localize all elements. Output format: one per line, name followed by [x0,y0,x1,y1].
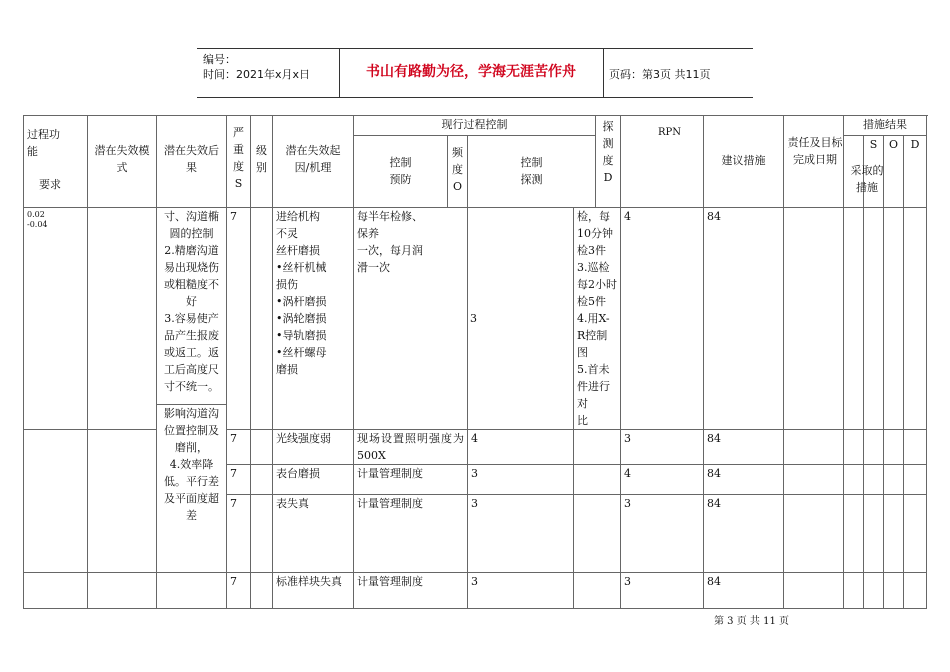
text-line: 滑一次 [357,261,390,274]
class-cell [251,495,273,573]
class-cell [251,208,273,430]
severity-cell: 7 [227,208,251,430]
text-line: 4.效率降 [169,458,214,471]
text-line: 工后高度尺 [164,363,219,376]
text-line: 易出现烧伤 [164,261,219,274]
header-failure-mode [88,116,157,208]
detection-cell: 3 [621,573,704,609]
header-action-results: 措施结果 [844,116,927,136]
cause-cell: 表台磨损 [273,465,354,495]
header-cause [273,116,354,208]
document-number-label: 编号： [203,53,236,66]
text-line: 寸、沟道椭 [164,210,219,223]
header-failure-effect [157,116,227,208]
o-cell [904,430,927,465]
text-line: 磨损 [276,363,298,376]
class-cell [251,465,273,495]
prevention-cell: 计量管理制度 [354,573,468,609]
action-taken-cell [864,573,884,609]
text-line: 磨削， [175,441,208,454]
text-line: 及平面度超 [164,492,219,505]
rpn-cell: 84 [704,208,784,430]
header-o: O [884,136,904,208]
occurrence-cell: 4 [468,430,574,465]
text-line: 影响沟道沟 [164,407,219,420]
process-function-cell [24,208,88,430]
text-line: 圆的控制 [169,227,214,240]
prevention-cell: 计量管理制度 [354,495,468,573]
header-motto: 书山有路勤为径，学海无涯苦作舟 [366,64,576,80]
rpn-cell: 84 [704,430,784,465]
header-page-label: 页码：第3页 共11页 [609,68,711,81]
process-function-cell [24,430,88,573]
o-cell [904,495,927,573]
detection-cell: 3 [621,495,704,573]
action-taken-cell [864,495,884,573]
cause-cell [273,208,354,430]
s-cell [884,465,904,495]
responsibility-cell [844,465,864,495]
text-line: 保养 [357,227,379,240]
rpn-cell: 84 [704,465,784,495]
process-function-cell [24,573,88,609]
table-row [24,573,927,609]
detection-label: 探测度D [602,120,614,184]
cause-cell: 光线强度弱 [273,430,354,465]
cause-label: 潜在失效起因/机理 [285,144,341,174]
text-line: 一次，每月润 [357,244,423,257]
detection-control-cell [574,430,621,465]
action-taken-cell [864,465,884,495]
o-cell [904,465,927,495]
text-line: 检5件 [577,295,606,308]
text-line: 进给机构 [276,210,320,223]
text-line: 3.容易使产 [164,312,219,325]
text-line: •导轨磨损 [276,329,327,342]
prevention-cell: 计量管理制度 [354,465,468,495]
o-cell [904,573,927,609]
recommended-action-cell [784,430,844,465]
o-cell [904,208,927,430]
text-line: 每半年检修、 [357,210,423,223]
severity-cell: 7 [227,573,251,609]
pfmea-table [23,115,927,609]
s-cell [884,495,904,573]
text-line: 好 [186,295,197,308]
occurrence-cell: 3 [468,495,574,573]
text-line: 检，每10分钟 [577,210,613,240]
severity-cell: 7 [227,495,251,573]
header-class [251,116,273,208]
class-label: 级别 [256,144,267,174]
recommended-action-cell [784,573,844,609]
cause-cell: 标准样块失真 [273,573,354,609]
s-cell [884,573,904,609]
prevention-cell: 现场设置照明强度为500X [354,430,468,465]
responsibility-cell [844,495,864,573]
text-line: 位置控制及 [164,424,219,437]
recommended-action-label: 建议措施 [721,154,766,167]
prevention-cell [354,208,468,430]
detection-control-cell [574,208,621,430]
failure-mode-cell [88,430,157,573]
severity-label: 严重度S [233,126,244,190]
header-divider [603,49,604,97]
control-prevention-label: 控制预防 [389,156,412,186]
header-control-detection [468,136,596,208]
class-cell [251,430,273,465]
text-line: •涡轮磨损 [276,312,327,325]
text-line: 品产生报废 [164,329,219,342]
occurrence-cell: 3 [468,573,574,609]
responsibility-cell [844,430,864,465]
table-row [227,465,927,495]
text-line: 检3件 [577,244,606,257]
sub-rows [226,429,927,573]
severity-cell: 7 [227,465,251,495]
recommended-action-cell [784,208,844,430]
action-taken-cell [864,430,884,465]
failure-effect-label: 潜在失效后果 [164,144,219,174]
requirement-label: 要求 [39,178,61,191]
text-line: 或粗糙度不 [164,278,219,291]
text-line: 丝杆磨损 [276,244,320,257]
table-header-row [24,116,927,136]
text-line: 比 [577,414,588,427]
document-header [197,48,753,98]
failure-effect-block-2 [157,404,226,524]
text-line: 不灵 [276,227,298,240]
class-cell [251,573,273,609]
header-recommended-action [704,116,784,208]
s-cell [884,430,904,465]
text-line: 或返工。返 [164,346,219,359]
header-process-function [24,116,88,208]
detection-cell: 4 [621,208,704,430]
text-line: 差 [186,509,197,522]
header-responsibility [784,116,844,208]
header-occurrence [448,136,468,208]
detection-control-cell [574,465,621,495]
responsibility-cell [844,208,864,430]
tolerance-lower: -0.04 [27,220,48,229]
header-control-prevention [354,136,448,208]
text-line: 损伤 [276,278,298,291]
occurrence-cell: 3 [468,465,574,495]
sub-rows-cell [227,430,927,573]
failure-mode-cell [88,573,157,609]
s-cell [884,208,904,430]
failure-mode-label: 潜在失效模式 [94,144,150,174]
control-detection-label: 控制探测 [520,156,543,186]
rpn-cell: 84 [704,573,784,609]
occurrence-label: 频度O [452,146,463,193]
text-line: 5.首未件进行对 [577,363,610,410]
header-detection [596,116,621,208]
tolerance-upper: 0.02 [27,210,45,219]
process-function-label: 过程功能 [27,128,60,158]
detection-control-cell [574,495,621,573]
failure-mode-cell [88,208,157,430]
cause-cell: 表失真 [273,495,354,573]
text-line: 低。平行差 [164,475,219,488]
action-taken-label: 采取的措施 [850,164,884,194]
occurrence-cell: 3 [468,208,574,430]
rpn-cell: 84 [704,495,784,573]
rpn-label: RPN [658,127,682,138]
responsibility-cell [844,573,864,609]
text-line: 寸不统一。 [164,380,219,393]
recommended-action-cell [784,495,844,573]
header-rpn [621,116,704,208]
table-row [227,495,927,573]
table-row [24,208,927,430]
responsibility-label: 责任及目标完成日期 [787,136,843,166]
header-s: S [864,136,884,208]
failure-effect-cell [157,573,227,609]
text-line: •丝杆机械 [276,261,327,274]
document-date-label: 时间：2021年x月x日 [203,68,311,81]
detection-cell: 3 [621,430,704,465]
header-d: D [904,136,927,208]
detection-control-cell [574,573,621,609]
action-taken-cell [864,208,884,430]
failure-effect-cell [157,208,227,573]
recommended-action-cell [784,465,844,495]
header-current-control: 现行过程控制 [354,116,596,136]
header-action-taken [844,136,884,208]
text-line: •涡杆磨损 [276,295,327,308]
text-line: 3.巡检每2小时 [577,261,617,291]
text-line: •丝杆螺母 [276,346,327,359]
header-severity [227,116,251,208]
detection-cell: 4 [621,465,704,495]
page-footer: 第 3 页 共 11 页 [714,616,789,627]
text-line: 4.用X-R控制图 [577,312,610,359]
text-line: 2.精磨沟道 [164,244,219,257]
severity-cell: 7 [227,430,251,465]
table-row [227,430,927,465]
failure-effect-block-1 [160,208,223,404]
